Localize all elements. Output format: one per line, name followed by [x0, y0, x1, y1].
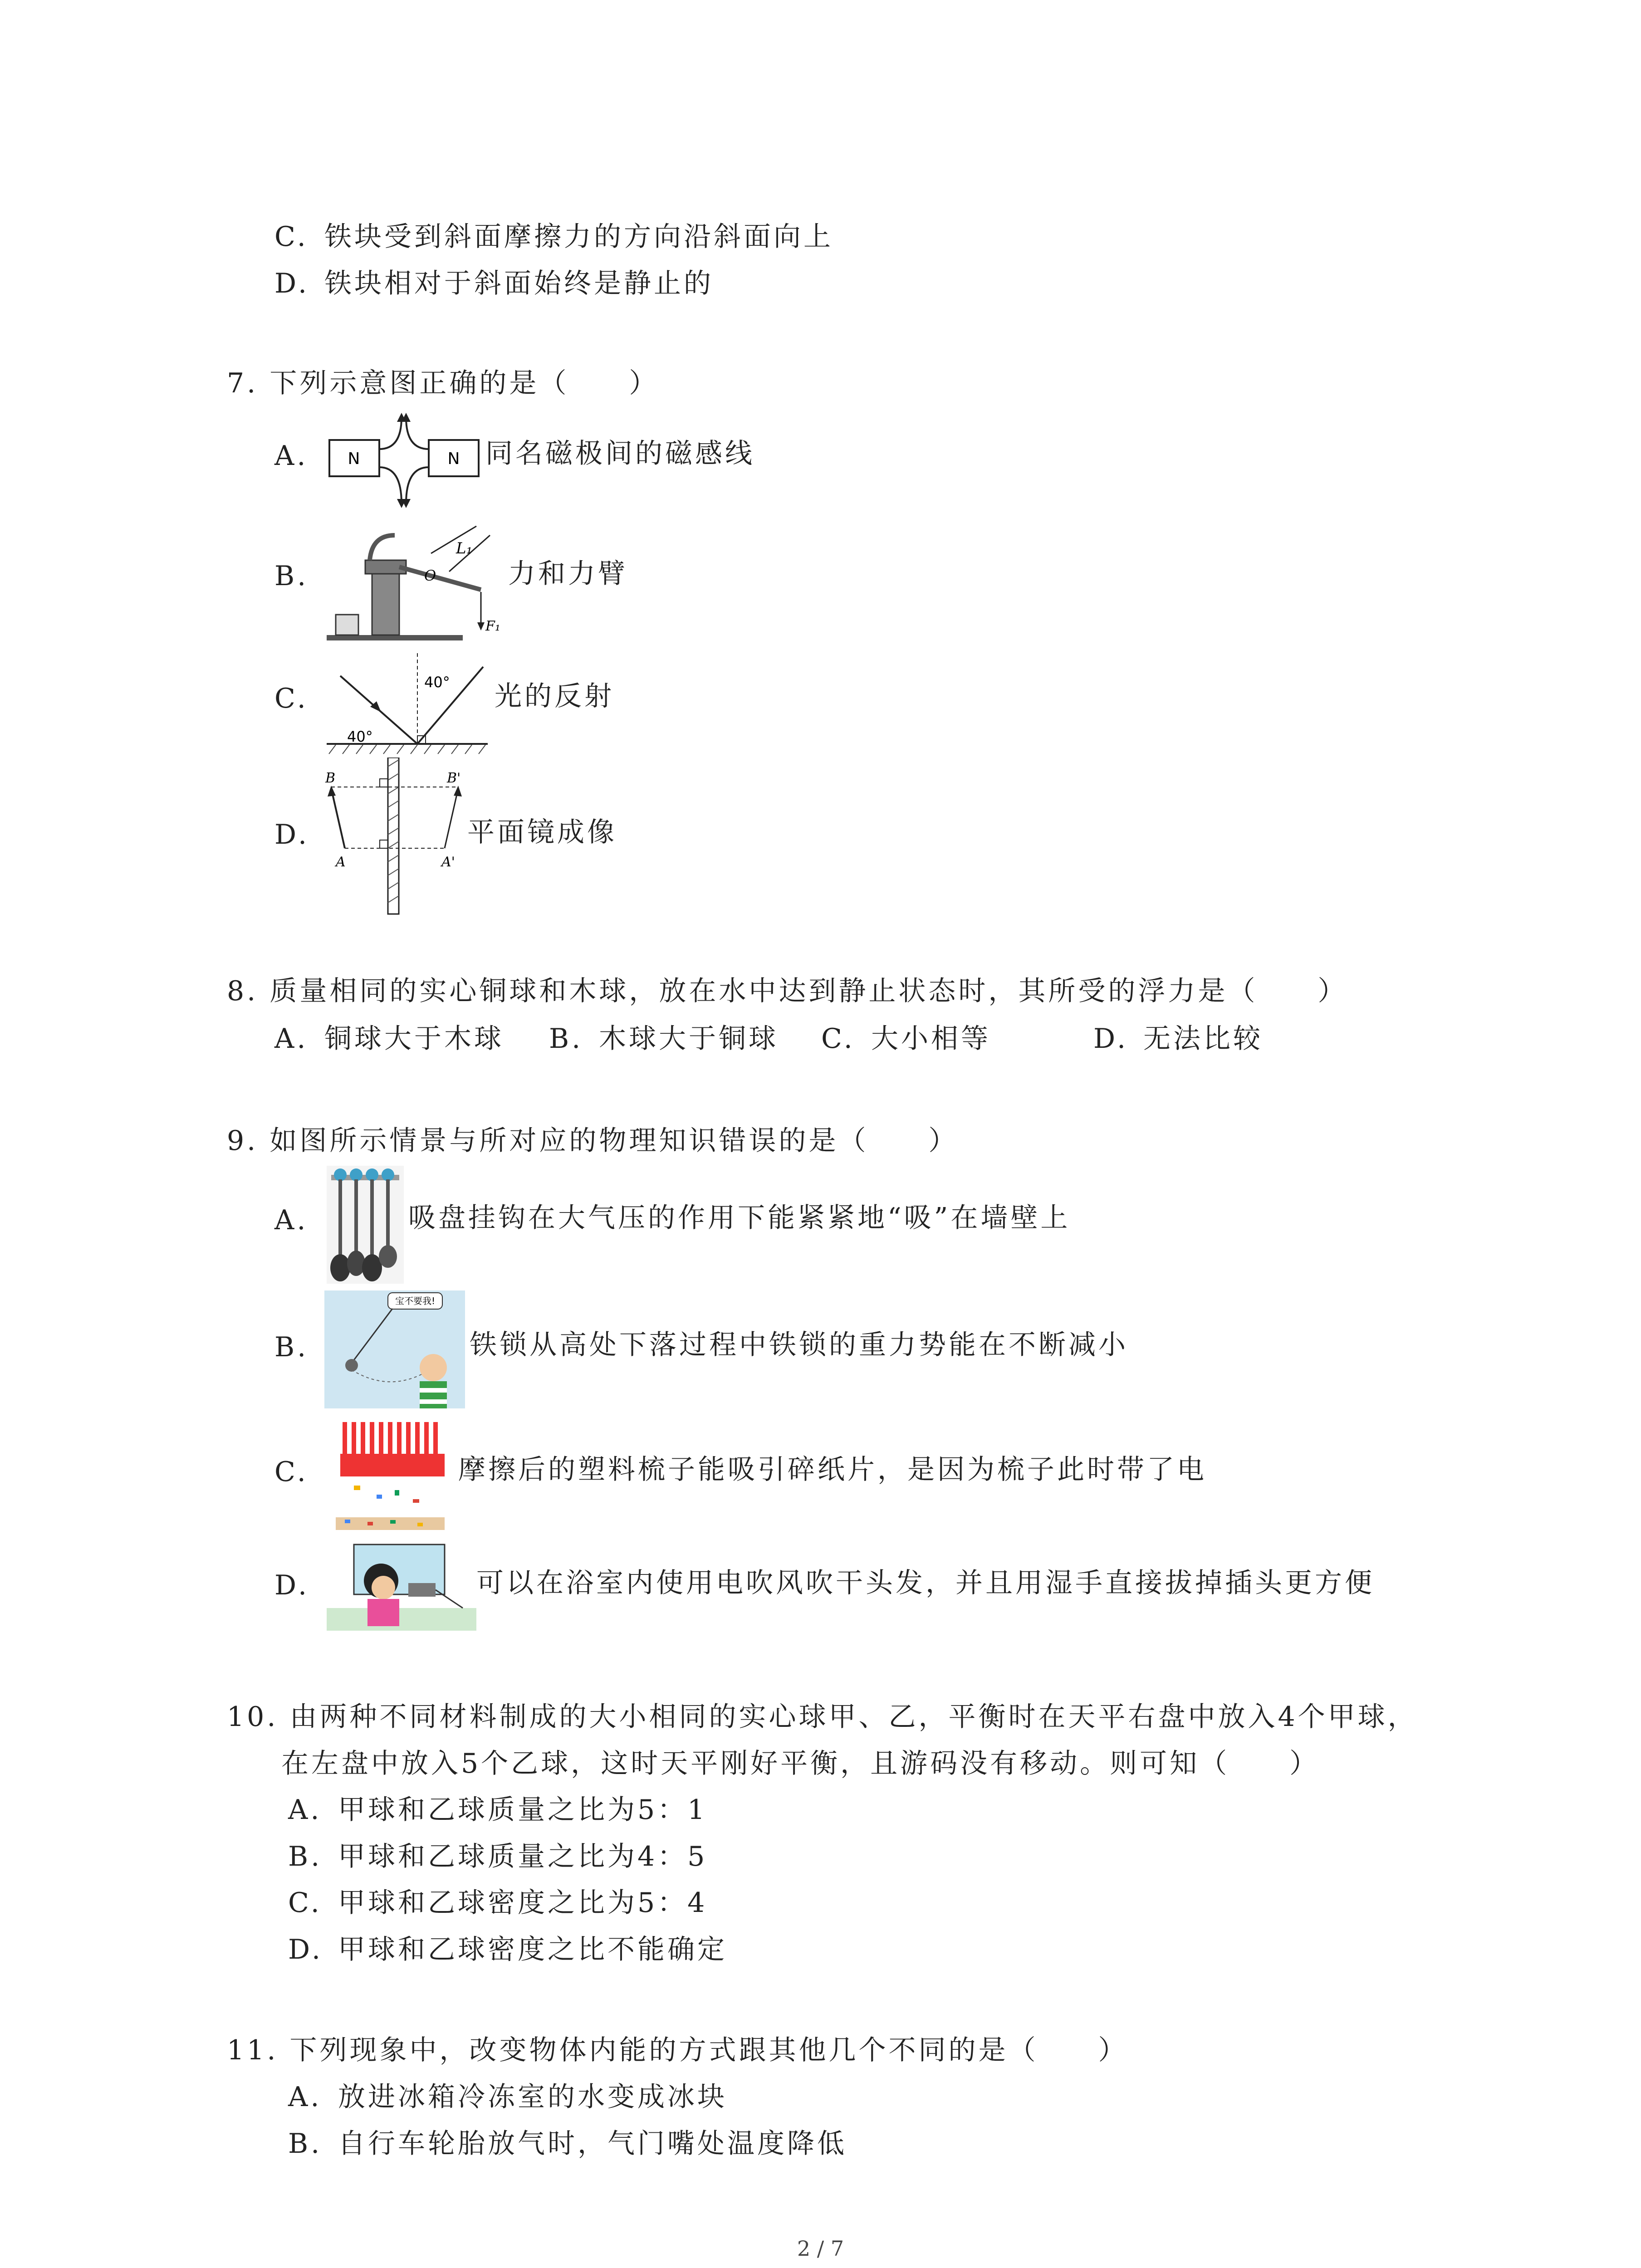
magnet-n-right: N — [447, 450, 460, 468]
l1-label: L₁ — [456, 539, 473, 557]
iron-lock-pendulum-figure — [324, 1290, 465, 1408]
reflection-figure — [327, 635, 490, 758]
q11-stem: 11. 下列现象中，改变物体内能的方式跟其他几个不同的是（ ） — [227, 2034, 1128, 2066]
plane-mirror-figure — [320, 758, 470, 916]
q9-option-b-text: 铁锁从高处下落过程中铁锁的重力势能在不断减小 — [470, 1329, 1128, 1361]
q8-option-c: C. 大小相等 — [821, 1023, 991, 1055]
f1-label: F₁ — [485, 618, 500, 634]
q11-option-a: A. 放进冰箱冷冻室的水变成冰块 — [288, 2081, 727, 2113]
magnet-n-left: N — [348, 450, 360, 468]
comb-paper-figure — [327, 1418, 454, 1535]
q8-option-d: D. 无法比较 — [1093, 1023, 1263, 1055]
q10-option-c: C. 甲球和乙球密度之比为5：4 — [288, 1887, 708, 1919]
b-label: B — [325, 770, 336, 786]
q6-option-d: D. 铁块相对于斜面始终是静止的 — [274, 268, 714, 299]
q9-option-b-letter: B. — [274, 1331, 309, 1363]
q10-option-a: A. 甲球和乙球质量之比为5：1 — [288, 1794, 708, 1826]
q9-option-a-letter: A. — [274, 1204, 309, 1236]
b-prime-label: B' — [447, 770, 461, 786]
lever-pump-figure — [327, 517, 508, 644]
q9-option-a-text: 吸盘挂钩在大气压的作用下能紧紧地“吸”在墙壁上 — [408, 1202, 1071, 1234]
q9-option-d-letter: D. — [274, 1569, 310, 1601]
q7-option-d-letter: D. — [274, 819, 310, 850]
suction-hook-figure — [327, 1166, 404, 1284]
q10-option-b: B. 甲球和乙球质量之比为4：5 — [288, 1841, 708, 1872]
q7-option-b-letter: B. — [274, 560, 309, 592]
page-number: 2 / 7 — [797, 2236, 844, 2261]
q9-option-d-text: 可以在浴室内使用电吹风吹干头发，并且用湿手直接拔掉插头更方便 — [476, 1567, 1375, 1599]
q6-option-c: C. 铁块受到斜面摩擦力的方向沿斜面向上 — [274, 221, 833, 253]
o-label: O — [424, 567, 436, 584]
q8-option-b: B. 木球大于铜球 — [549, 1023, 779, 1055]
q9-option-c-letter: C. — [274, 1456, 309, 1488]
q10-stem-line-2: 在左盘中放入5个乙球，这时天平刚好平衡，且游码没有移动。则可知（ ） — [281, 1748, 1320, 1779]
hair-dryer-bathroom-figure — [327, 1540, 476, 1631]
angle-label-top: 40° — [424, 674, 450, 691]
a-prime-label: A' — [441, 854, 455, 870]
q9-option-c-text: 摩擦后的塑料梳子能吸引碎纸片，是因为梳子此时带了电 — [458, 1454, 1207, 1486]
a-label: A — [336, 854, 346, 870]
q7-option-a-letter: A. — [274, 440, 309, 472]
q9-stem: 9. 如图所示情景与所对应的物理知识错误的是（ ） — [227, 1125, 959, 1157]
speech-bubble-text: 宝不要我! — [395, 1295, 436, 1306]
q7-option-c-letter: C. — [274, 683, 309, 714]
angle-label-bottom: 40° — [347, 728, 373, 745]
q8-option-a: A. 铜球大于木球 — [274, 1023, 504, 1055]
q10-option-d: D. 甲球和乙球密度之比不能确定 — [288, 1934, 727, 1965]
q11-option-b: B. 自行车轮胎放气时，气门嘴处温度降低 — [288, 2128, 847, 2160]
q10-stem-line-1: 10. 由两种不同材料制成的大小相同的实心球甲、乙，平衡时在天平右盘中放入4个甲球， — [227, 1701, 1418, 1733]
q8-stem: 8. 质量相同的实心铜球和木球，放在水中达到静止状态时，其所受的浮力是（ ） — [227, 975, 1348, 1007]
q7-option-a-text: 同名磁极间的磁感线 — [485, 438, 755, 469]
q7-option-c-text: 光的反射 — [495, 680, 614, 712]
magnet-field-figure — [327, 413, 481, 508]
q7-option-b-text: 力和力臂 — [508, 558, 628, 590]
q7-option-d-text: 平面镜成像 — [467, 816, 617, 848]
q7-stem: 7. 下列示意图正确的是（ ） — [227, 367, 659, 399]
